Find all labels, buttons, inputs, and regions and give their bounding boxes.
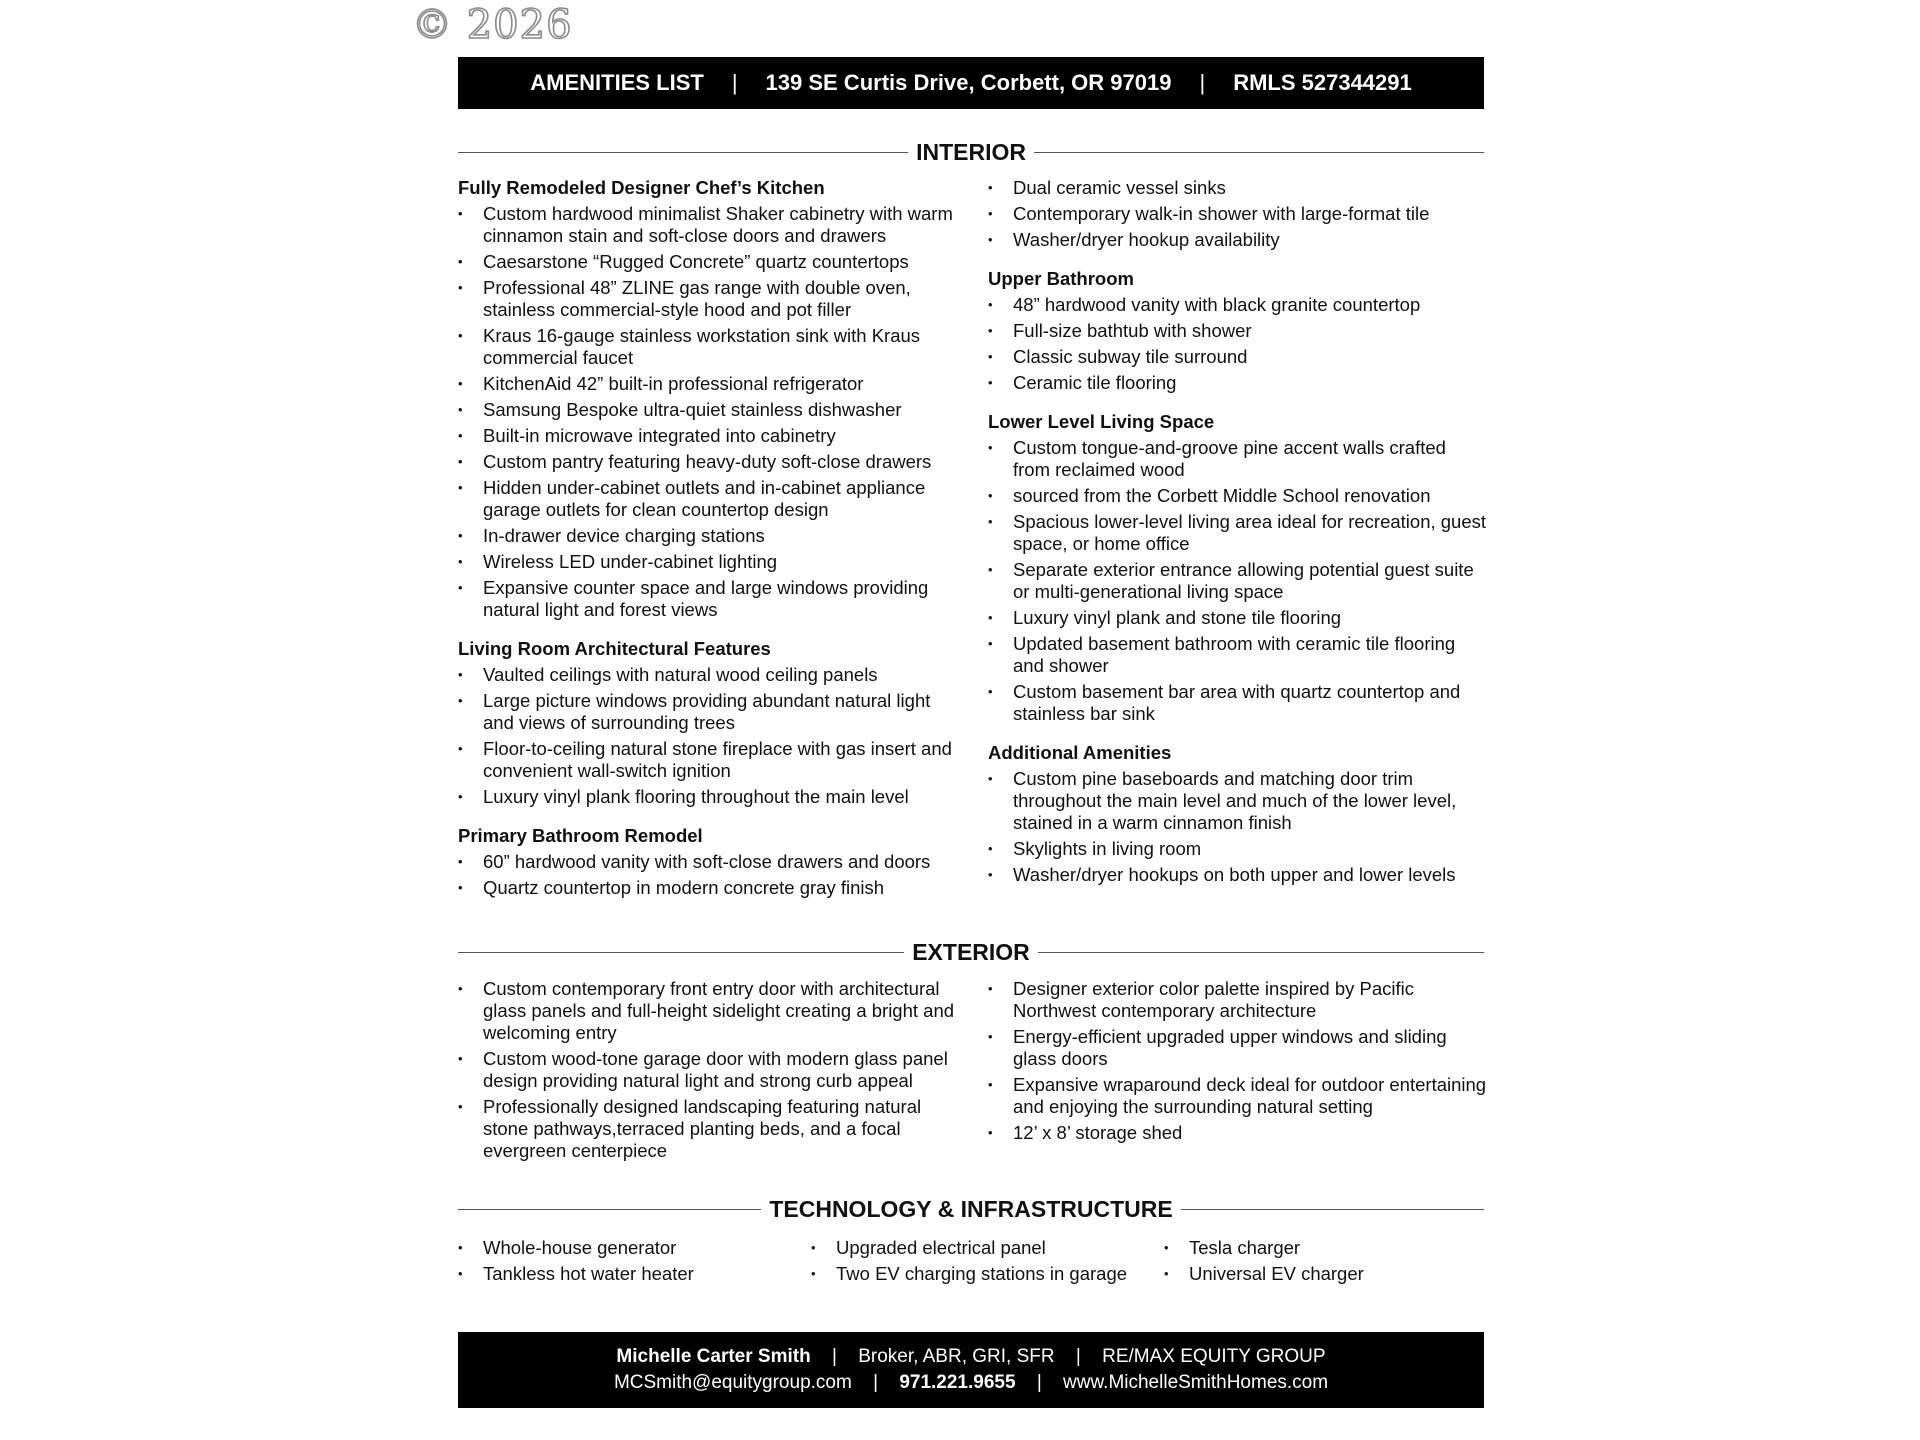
bullet-list xyxy=(458,851,958,899)
divider xyxy=(458,1209,761,1210)
list-item: • Expansive wraparound deck ideal for outdoor entertaining and enjoying the surrounding natural setting xyxy=(988,1074,1488,1118)
list-item: • Wireless LED under-cabinet lighting xyxy=(458,551,958,573)
list-item: • Luxury vinyl plank flooring throughout the main level xyxy=(458,786,958,808)
footer-separator: | xyxy=(1075,1346,1081,1367)
amenity-group xyxy=(988,742,1488,886)
list-item: • Updated basement bathroom with ceramic tile flooring and shower xyxy=(988,633,1488,677)
divider xyxy=(458,952,904,953)
list-item: • Skylights in living room xyxy=(988,838,1488,860)
group-title: Additional Amenities xyxy=(988,742,1172,763)
agent-email[interactable]: MCSmith@equitygroup.com xyxy=(613,1372,852,1393)
technology-section-heading xyxy=(458,1196,1484,1223)
amenity-group xyxy=(458,177,958,621)
bullet-list xyxy=(988,768,1488,886)
footer-line-1 xyxy=(616,1344,1325,1370)
list-item: • Energy-efficient upgraded upper windows and sliding glass doors xyxy=(988,1026,1488,1070)
bullet-list xyxy=(458,203,958,621)
header-address: 139 SE Curtis Drive, Corbett, OR 97019 xyxy=(765,70,1172,95)
list-item: • Custom pine baseboards and matching door trim throughout the main level and much of the lower level, stained in a warm cinnamon finish xyxy=(988,768,1488,834)
list-item: • Samsung Bespoke ultra-quiet stainless dishwasher xyxy=(458,399,958,421)
interior-right-column xyxy=(988,177,1488,903)
agent-website[interactable]: www.MichelleSmithHomes.com xyxy=(1063,1372,1329,1393)
header-title: AMENITIES LIST xyxy=(530,70,704,95)
bullet-list xyxy=(1164,1237,1484,1285)
interior-left-column xyxy=(458,177,958,916)
list-item: • Expansive counter space and large windows providing natural light and forest views xyxy=(458,577,958,621)
amenity-group xyxy=(988,268,1488,394)
list-item: • Full-size bathtub with shower xyxy=(988,320,1488,342)
list-item: • Ceramic tile flooring xyxy=(988,372,1488,394)
bullet-list xyxy=(988,294,1488,394)
list-item: • Separate exterior entrance allowing potential guest suite or multi-generational living space xyxy=(988,559,1488,603)
bullet-list xyxy=(988,978,1488,1144)
divider xyxy=(1181,1209,1484,1210)
list-item: • Designer exterior color palette inspired by Pacific Northwest contemporary architecture xyxy=(988,978,1488,1022)
list-item: • Custom hardwood minimalist Shaker cabinetry with warm cinnamon stain and soft-close doors and drawers xyxy=(458,203,958,247)
bullet-list xyxy=(458,978,958,1162)
bullet-list xyxy=(988,437,1488,725)
agent-credentials: Broker, ABR, GRI, SFR xyxy=(858,1346,1055,1367)
agent-company: RE/MAX EQUITY GROUP xyxy=(1102,1346,1326,1367)
footer-bar xyxy=(458,1332,1484,1408)
list-item: • Classic subway tile surround xyxy=(988,346,1488,368)
list-item: • Custom basement bar area with quartz countertop and stainless bar sink xyxy=(988,681,1488,725)
list-item: • Luxury vinyl plank and stone tile flooring xyxy=(988,607,1488,629)
amenity-group xyxy=(458,825,958,899)
footer-line-2 xyxy=(614,1370,1328,1396)
list-item: • Large picture windows providing abundant natural light and views of surrounding trees xyxy=(458,690,958,734)
list-item: • Custom pantry featuring heavy-duty soft-close drawers xyxy=(458,451,958,473)
bullet-list xyxy=(458,664,958,808)
list-item: • Vaulted ceilings with natural wood ceiling panels xyxy=(458,664,958,686)
list-item: • Washer/dryer hookups on both upper and lower levels xyxy=(988,864,1488,886)
list-item: • Hidden under-cabinet outlets and in-cabinet appliance garage outlets for clean countertop design xyxy=(458,477,958,521)
technology-column-2 xyxy=(811,1237,1151,1289)
technology-column-3 xyxy=(1164,1237,1484,1289)
copyright-watermark: © 2026 xyxy=(412,2,573,48)
list-item: • Custom wood-tone garage door with modern glass panel design providing natural light and strong curb appeal xyxy=(458,1048,958,1092)
exterior-section-heading xyxy=(458,939,1484,966)
header-bar xyxy=(458,57,1484,109)
footer-separator: | xyxy=(873,1372,879,1393)
list-item: • Custom tongue-and-groove pine accent walls crafted from reclaimed wood xyxy=(988,437,1488,481)
group-title: Upper Bathroom xyxy=(988,268,1134,289)
exterior-right-column xyxy=(988,978,1488,1148)
footer-separator: | xyxy=(831,1346,837,1367)
list-item: • Washer/dryer hookup availability xyxy=(988,229,1488,251)
list-item: • Quartz countertop in modern concrete gray finish xyxy=(458,877,958,899)
list-item: • Tankless hot water heater xyxy=(458,1263,798,1285)
list-item: • Professionally designed landscaping featuring natural stone pathways,terraced planting beds, and a focal evergreen centerpiece xyxy=(458,1096,958,1162)
list-item: • Tesla charger xyxy=(1164,1237,1484,1259)
amenity-group xyxy=(458,638,958,808)
header-separator: | xyxy=(1199,70,1206,95)
footer-separator: | xyxy=(1036,1372,1042,1393)
list-item: • Whole-house generator xyxy=(458,1237,798,1259)
list-item: • sourced from the Corbett Middle School renovation xyxy=(988,485,1488,507)
list-item: • Kraus 16-gauge stainless workstation sink with Kraus commercial faucet xyxy=(458,325,958,369)
list-item: • In-drawer device charging stations xyxy=(458,525,958,547)
list-item: • Upgraded electrical panel xyxy=(811,1237,1151,1259)
interior-section-heading xyxy=(458,139,1484,166)
agent-name: Michelle Carter Smith xyxy=(616,1346,811,1367)
amenity-group xyxy=(988,177,1488,251)
bullet-list xyxy=(811,1237,1151,1285)
list-item: • Caesarstone “Rugged Concrete” quartz countertops xyxy=(458,251,958,273)
list-item: • Built-in microwave integrated into cabinetry xyxy=(458,425,958,447)
list-item: • 48” hardwood vanity with black granite countertop xyxy=(988,294,1488,316)
divider xyxy=(1034,152,1484,153)
bullet-list xyxy=(988,177,1488,251)
group-title: Lower Level Living Space xyxy=(988,411,1215,432)
header-separator: | xyxy=(731,70,738,95)
group-title: Primary Bathroom Remodel xyxy=(458,825,703,846)
technology-column-1 xyxy=(458,1237,798,1289)
divider xyxy=(458,152,908,153)
divider xyxy=(1038,952,1484,953)
exterior-title: EXTERIOR xyxy=(912,939,1030,965)
list-item: • Two EV charging stations in garage xyxy=(811,1263,1151,1285)
amenity-group xyxy=(988,411,1488,725)
list-item: • Custom contemporary front entry door with architectural glass panels and full-height sidelight creating a bright and welcoming entry xyxy=(458,978,958,1044)
list-item: • Universal EV charger xyxy=(1164,1263,1484,1285)
list-item: • 60” hardwood vanity with soft-close drawers and doors xyxy=(458,851,958,873)
interior-title: INTERIOR xyxy=(916,139,1026,165)
list-item: • KitchenAid 42” built-in professional refrigerator xyxy=(458,373,958,395)
list-item: • Professional 48” ZLINE gas range with double oven, stainless commercial-style hood and pot filler xyxy=(458,277,958,321)
group-title: Fully Remodeled Designer Chef’s Kitchen xyxy=(458,177,825,198)
exterior-left-column xyxy=(458,978,958,1166)
list-item: • 12’ x 8’ storage shed xyxy=(988,1122,1488,1144)
list-item: • Spacious lower-level living area ideal for recreation, guest space, or home office xyxy=(988,511,1488,555)
list-item: • Contemporary walk-in shower with large-format tile xyxy=(988,203,1488,225)
technology-title: TECHNOLOGY & INFRASTRUCTURE xyxy=(769,1196,1173,1222)
bullet-list xyxy=(458,1237,798,1285)
agent-phone[interactable]: 971.221.9655 xyxy=(899,1372,1016,1393)
group-title: Living Room Architectural Features xyxy=(458,638,771,659)
header-rmls: RMLS 527344291 xyxy=(1233,70,1412,95)
list-item: • Floor-to-ceiling natural stone fireplace with gas insert and convenient wall-switch ignition xyxy=(458,738,958,782)
list-item: • Dual ceramic vessel sinks xyxy=(988,177,1488,199)
